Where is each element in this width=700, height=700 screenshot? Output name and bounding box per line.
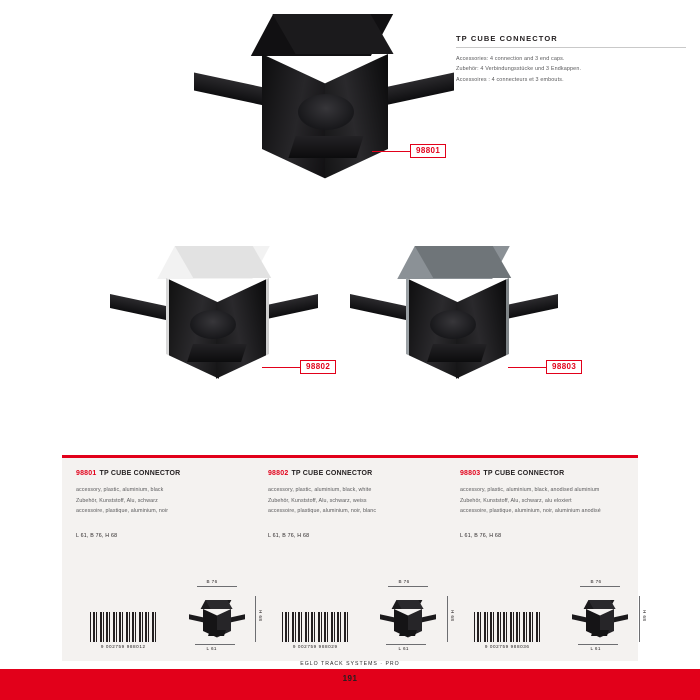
dimension-width-top [197,579,237,587]
drawing-arm-right [420,614,436,622]
technical-row [62,579,647,652]
product-desc-en: accessory, plastic, aluminium, black, anodised aluminium [459,487,600,493]
hero-product-image [0,0,450,215]
product-desc-en: accessory, plastic, aluminium, black [76,487,164,493]
cube-arm-bottom [187,344,247,362]
product-info-band [62,455,647,661]
product-heading [268,470,432,477]
header-line-en: Accessories: 4 connection and 3 end caps. [456,56,565,62]
dimension-length [195,644,235,651]
product-article-number: 98801 [76,470,97,477]
header-line-de: Zubehör: 4 Verbindungsstücke und 3 Endkappen. [456,66,582,73]
cube-center-detail [430,310,476,339]
footer-caption [0,652,700,670]
barcode-98803 [474,612,541,652]
leader-line-mid-right [508,367,548,368]
page-number: 191 [342,674,358,683]
cube-center-detail [190,310,236,339]
drawing-top-right [205,600,232,609]
cube-connector-black-large [232,8,422,173]
dimension-width-label: B 76 [590,579,602,584]
callout-mid-right [546,360,582,374]
product-column-98801 [62,470,254,539]
header-block [456,34,686,85]
product-column-98802 [254,470,446,539]
callout-mid-left [300,360,336,374]
product-article-number: 98802 [267,470,289,477]
barcode-number: 9 002759 988029 [292,644,338,649]
product-desc-fr: accessoire, plastique, aluminium, noir [76,508,169,515]
header-line-fr: Accessoires : 4 connecteurs et 3 embouts. [456,76,564,83]
dimension-height [447,596,455,642]
dimension-length [578,644,618,651]
cube-line-drawing [386,600,426,640]
product-desc-de: Zubehör, Kunststoff, Alu, schwarz [76,497,158,504]
barcode-bars [282,612,349,642]
cube-arm-bottom [288,136,363,158]
page-title: TP CUBE CONNECTOR [456,34,558,43]
product-dimensions: L 61, B 76, H 68 [459,532,502,539]
footer-text: EGLO TRACK SYSTEMS · PRO [300,661,400,667]
callout-mid-left-code: 98802 [300,360,336,374]
technical-cell-98802 [254,579,455,652]
product-desc-de: Zubehör, Kunststoff, Alu, schwarz, alu eloxiert [459,497,572,504]
cube-line-drawing [195,600,235,640]
cube-center-detail [298,94,354,130]
mid-products-row [0,228,700,418]
dimension-drawing-98801 [175,579,263,652]
product-dimensions: L 61, B 76, H 68 [267,532,310,539]
cube-arm-right [502,294,558,320]
product-desc-fr: accessoire, plastique, aluminium, noir, aluminium anodisé [459,508,601,515]
dimension-width-top [388,579,428,587]
header-divider [456,47,686,48]
drawing-arm-bottom [208,630,226,636]
dimension-height [255,596,263,642]
cube-arm-bottom [427,344,487,362]
cube-arm-left [110,294,166,320]
product-desc-de: Zubehör, Kunststoff, Alu, schwarz, weiss [267,497,367,504]
product-title: TP CUBE CONNECTOR [483,470,565,477]
technical-cell-98803 [446,579,647,652]
dimension-length-label: L 61 [590,646,601,651]
technical-cell-98801 [62,579,263,652]
barcode-number: 9 002759 988012 [100,644,146,649]
callout-hero-code: 98801 [410,144,446,158]
dimension-length-label: L 61 [398,646,409,651]
product-column-98803 [446,470,638,539]
cube-arm-left [194,73,264,106]
dimension-height-label: H 68 [449,610,455,622]
barcode-98802 [282,612,349,652]
callout-mid-right-code: 98803 [546,360,582,374]
dimension-drawing-98803 [558,579,647,652]
dimension-height [639,596,647,642]
product-article-number: 98803 [459,470,481,477]
dimension-height-label: H 68 [257,610,263,622]
product-desc-fr: accessoire, plastique, aluminium, noir, blanc [267,508,377,515]
product-title: TP CUBE CONNECTOR [99,470,181,477]
cube-line-drawing [578,600,618,640]
barcode-98801 [90,612,157,652]
dimension-width-top [580,579,620,587]
dimension-length [386,644,426,651]
dimension-length-label: L 61 [206,646,217,651]
barcode-number: 9 002759 988036 [484,644,530,649]
callout-hero [410,144,446,158]
cube-arm-left [350,294,406,320]
product-dimensions: L 61, B 76, H 68 [76,532,118,539]
dimension-height-label: H 68 [641,610,647,622]
cube-arm-right [262,294,318,320]
product-title: TP CUBE CONNECTOR [291,470,373,477]
drawing-arm-bottom [400,630,418,636]
leader-line-mid-left [262,367,302,368]
product-heading [460,470,624,477]
dimension-width-label: B 76 [398,579,410,584]
barcode-bars [474,612,541,642]
dimension-drawing-98802 [366,579,455,652]
product-heading [76,470,240,477]
cube-arm-right [384,73,454,106]
drawing-arm-right [612,614,628,622]
product-columns [62,458,638,539]
drawing-arm-bottom [591,630,609,636]
product-desc-en: accessory, plastic, aluminium, black, white [267,487,372,493]
leader-line-hero [372,151,412,152]
dimension-width-label: B 76 [206,579,218,584]
barcode-bars [90,612,157,642]
